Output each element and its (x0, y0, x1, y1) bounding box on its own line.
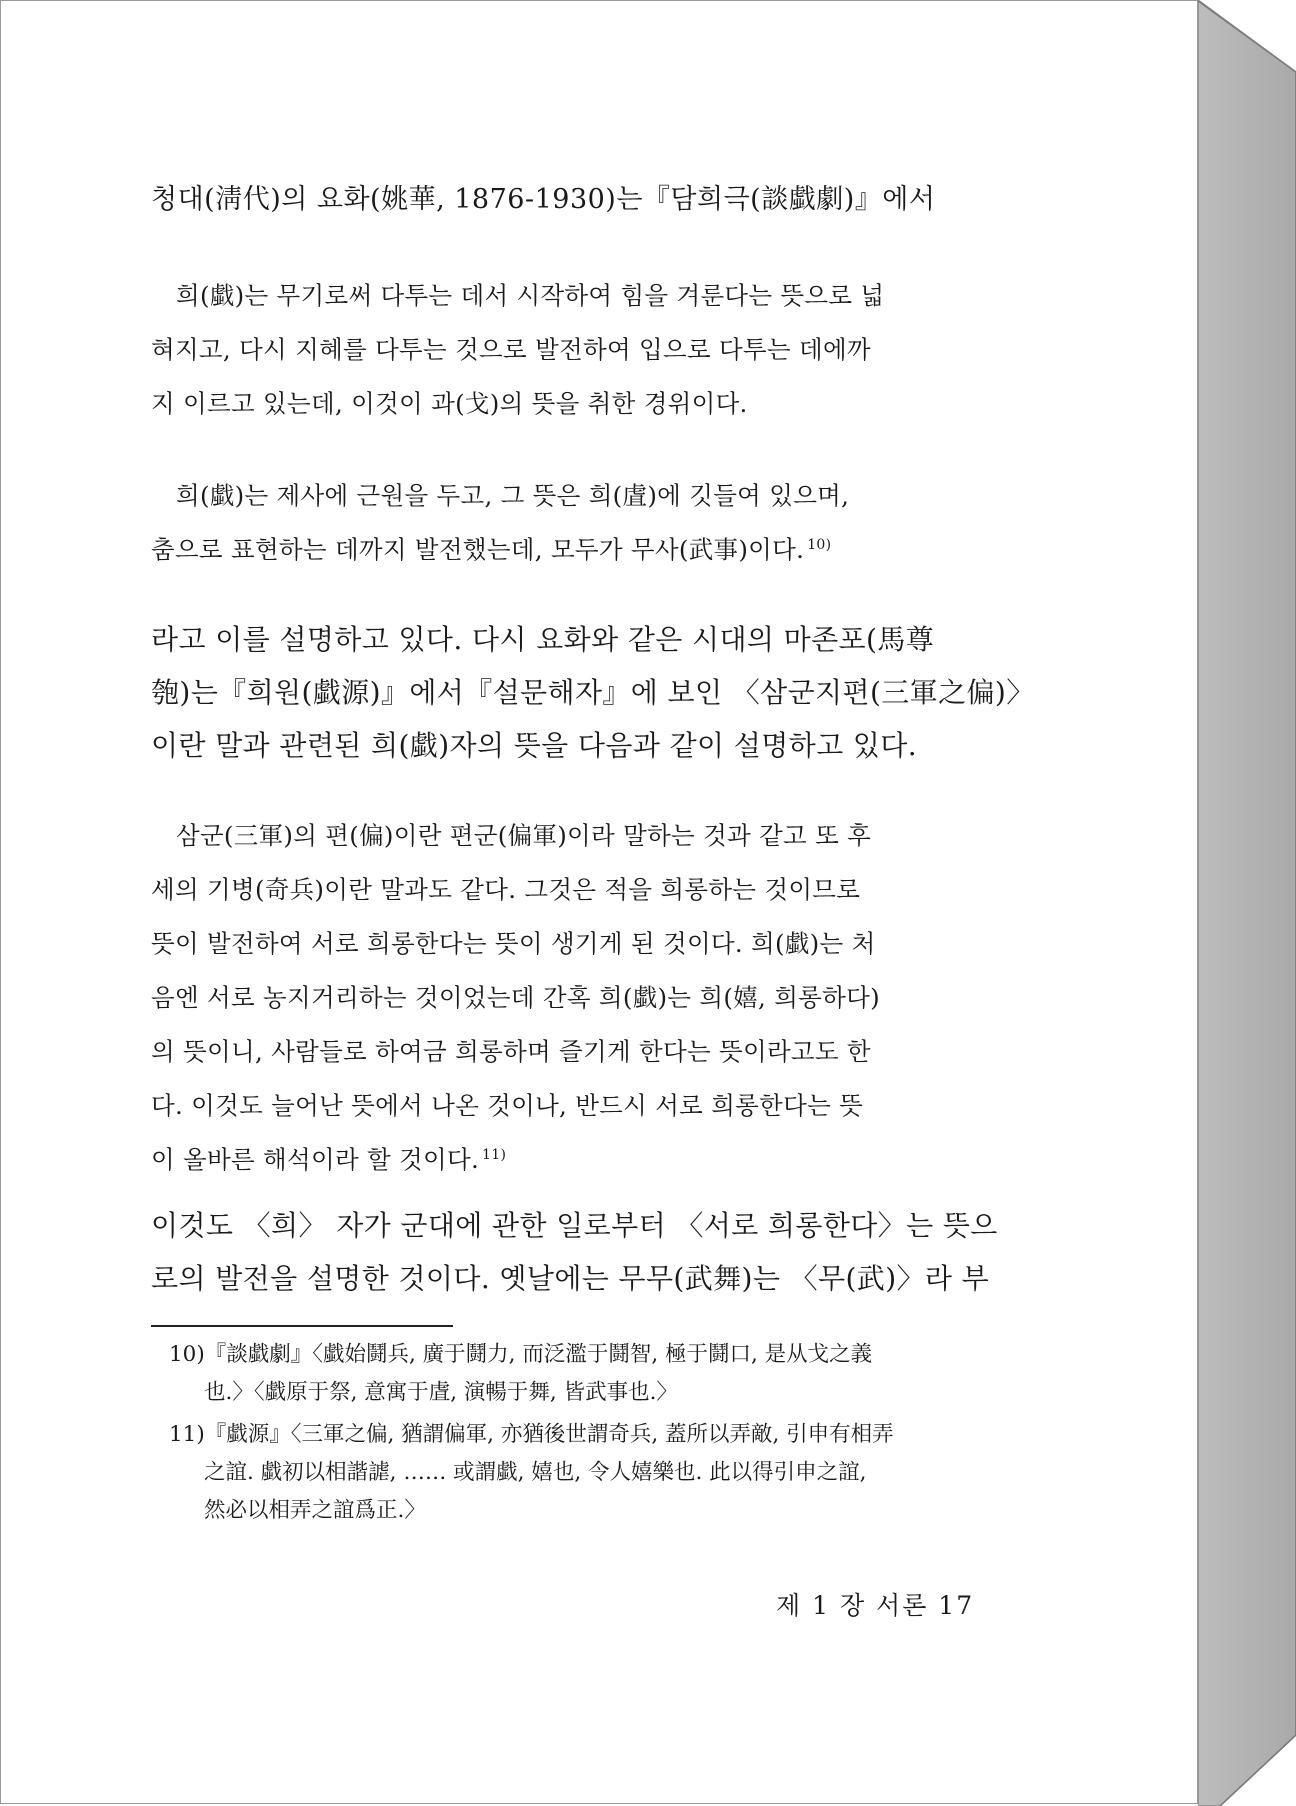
footnote-11-line-2: 之誼. 戱初以相諧謔, …… 或謂戱, 嬉也, 令人嬉樂也. 此以得引申之誼, (204, 1460, 867, 1485)
quote3-line-7-text: 이 올바른 해석이라 할 것이다. (151, 1145, 480, 1174)
para1-line-2: 匏)는『희원(戱源)』에서『설문해자』에 보인 〈삼군지편(三軍之偏)〉 (151, 676, 1035, 709)
block-quote-3 (151, 809, 1016, 1187)
paragraph-2 (151, 1199, 1021, 1305)
quote3-line-2: 세의 기병(奇兵)이란 말과도 같다. 그것은 적을 희롱하는 것이므로 (151, 875, 861, 904)
quote3-line-4: 음엔 서로 농지거리하는 것이었는데 간혹 희(戱)는 희(嬉, 희롱하다) (151, 983, 880, 1012)
footnote-ref-10[interactable]: 10) (807, 536, 832, 553)
quote3-line-1: 삼군(三軍)의 편(偏)이란 편군(偏軍)이라 말하는 것과 같고 또 후 (176, 821, 872, 850)
para2-line-1: 이것도 〈희〉 자가 군대에 관한 일로부터 〈서로 희롱한다〉는 뜻으 (151, 1209, 998, 1242)
footnote-10 (169, 1336, 1029, 1412)
quote3-line-7 (151, 1133, 1016, 1187)
block-quote-2 (151, 469, 1016, 577)
footnote-ref-11[interactable]: 11) (482, 1146, 507, 1163)
page-edge-shadow (1198, 0, 1296, 1806)
footnote-11 (169, 1416, 1029, 1530)
footnote-11-line-3: 然必以相弄之誼爲正.〉 (204, 1498, 426, 1523)
footnote-10-line-2: 也.〉〈戱原于祭, 意寓于虘, 演暢于舞, 皆武事也.〉 (204, 1380, 678, 1405)
paragraph-1 (151, 613, 1035, 772)
quote1-line-2: 혀지고, 다시 지혜를 다투는 것으로 발전하여 입으로 다투는 데에까 (151, 335, 871, 364)
para2-line-2: 로의 발전을 설명한 것이다. 옛날에는 무무(武舞)는 〈무(武)〉라 부 (151, 1262, 990, 1295)
block-quote-1 (151, 269, 1016, 431)
quote2-line-2 (151, 523, 1016, 577)
footnote-divider (151, 1325, 453, 1327)
quote2-line-2-text: 춤으로 표현하는 데까지 발전했는데, 모두가 무사(武事)이다. (151, 535, 805, 564)
footnote-10-line-1: 10)『談戱劇』〈戱始鬪兵, 廣于鬪力, 而泛濫于鬪智, 極于鬪口, 是从戈之義 (169, 1342, 873, 1367)
intro-line (151, 174, 1016, 225)
para1-line-3: 이란 말과 관련된 희(戱)자의 뜻을 다음과 같이 설명하고 있다. (151, 729, 918, 762)
page-edge-graphic (1198, 0, 1296, 1806)
quote3-line-6: 다. 이것도 늘어난 뜻에서 나온 것이나, 반드시 서로 희롱한다는 뜻 (151, 1091, 864, 1120)
quote1-line-3: 지 이르고 있는데, 이것이 과(戈)의 뜻을 취한 경위이다. (151, 389, 748, 418)
quote3-line-3: 뜻이 발전하여 서로 희롱한다는 뜻이 생기게 된 것이다. 희(戱)는 처 (151, 929, 876, 958)
quote3-line-5: 의 뜻이니, 사람들로 하여금 희롱하며 즐기게 한다는 뜻이라고도 한 (151, 1037, 871, 1066)
intro-text: 청대(淸代)의 요화(姚華, 1876-1930)는『담희극(談戱劇)』에서 (151, 184, 936, 215)
para1-line-1: 라고 이를 설명하고 있다. 다시 요화와 같은 시대의 마존포(馬尊 (151, 623, 935, 656)
footnote-11-line-1: 11)『戱源』〈三軍之偏, 猶謂偏軍, 亦猶後世謂奇兵, 蓋所以弄敵, 引申有相弄 (169, 1422, 894, 1447)
page-folio: 제 1 장 서론 17 (776, 1591, 975, 1620)
quote1-line-1: 희(戱)는 무기로써 다투는 데서 시작하여 힘을 겨룬다는 뜻으로 넓 (176, 281, 885, 310)
quote2-line-1: 희(戱)는 제사에 근원을 두고, 그 뜻은 희(虘)에 깃들여 있으며, (176, 481, 850, 510)
